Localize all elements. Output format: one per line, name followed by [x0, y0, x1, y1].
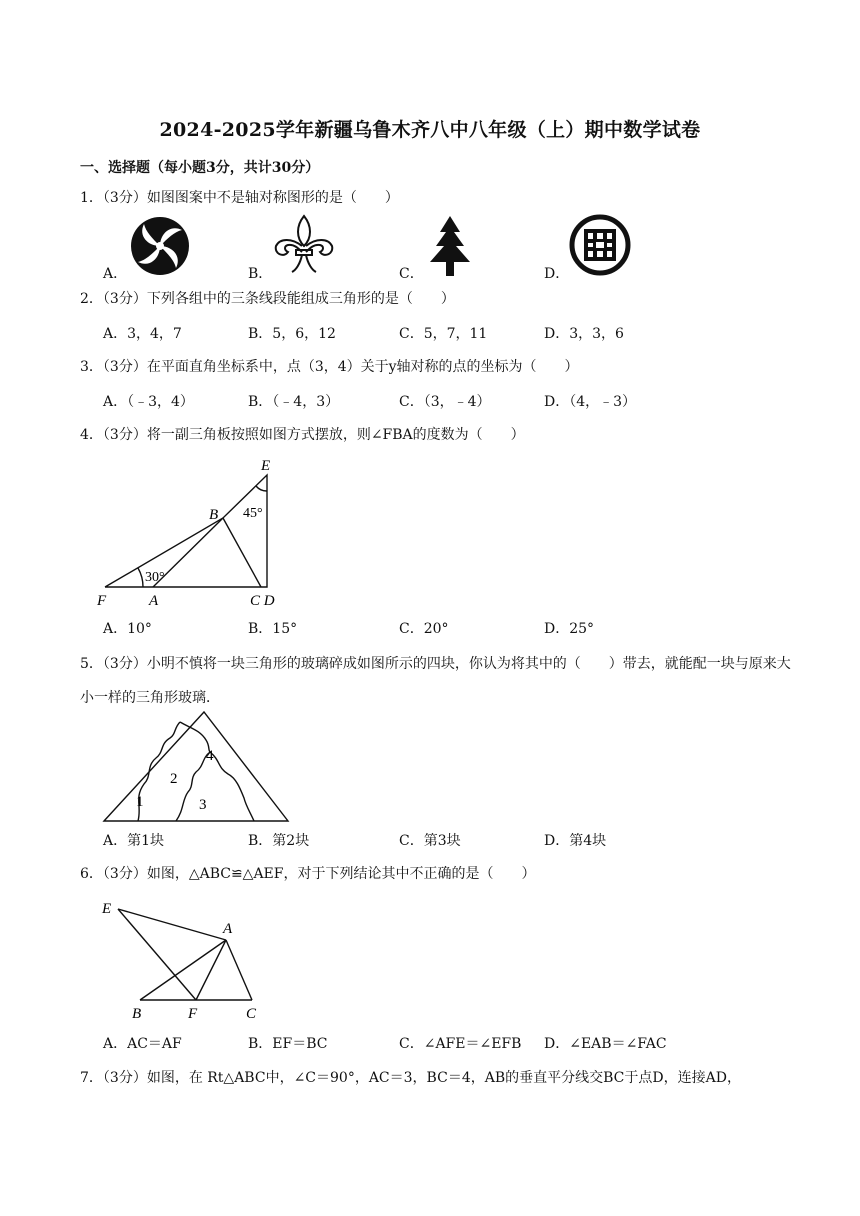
label-c: C	[246, 1006, 257, 1022]
option-a[interactable]: A．第1块	[103, 833, 165, 849]
option-d[interactable]: D．∠EAB＝∠FAC	[544, 1036, 667, 1052]
option-d[interactable]: D．25°	[544, 621, 595, 637]
label-a: A	[149, 593, 159, 609]
question-3-options	[103, 391, 803, 413]
piece-4-label: 4	[206, 748, 214, 764]
option-b[interactable]: B．EF＝BC	[248, 1036, 328, 1052]
fleur-de-lis-icon	[272, 212, 336, 276]
option-b[interactable]: B．	[248, 266, 273, 282]
question-3-stem: 3．（3分）在平面直角坐标系中，点（3，4）关于y轴对称的点的坐标为（ ）	[80, 359, 579, 375]
pinwheel-icon	[130, 216, 190, 276]
question-5-options	[103, 830, 803, 852]
option-a[interactable]: A．（﹣3，4）	[103, 394, 194, 410]
piece-1-label: 1	[136, 794, 144, 810]
option-c[interactable]: C．第3块	[399, 833, 461, 849]
label-cd: C D	[250, 593, 275, 609]
option-d[interactable]: D．3，3，6	[544, 326, 624, 342]
option-c[interactable]: C．5，7，11	[399, 326, 488, 342]
piece-2-label: 2	[170, 771, 178, 787]
page-title: 2024-2025学年新疆乌鲁木齐八中八年级（上）期中数学试卷	[159, 119, 701, 141]
option-a[interactable]: A．3，4，7	[103, 326, 182, 342]
option-a[interactable]: A．AC＝AF	[103, 1036, 182, 1052]
label-b: B	[209, 507, 219, 523]
label-e: E	[102, 901, 112, 917]
piece-3-label: 3	[199, 797, 207, 813]
option-c[interactable]: C．	[399, 266, 424, 282]
option-b[interactable]: B．15°	[248, 621, 298, 637]
label-a: A	[223, 921, 233, 937]
option-c[interactable]: C．20°	[399, 621, 449, 637]
question-6-options	[103, 1033, 803, 1055]
question-5-stem: 5．（3分）小明不慎将一块三角形的玻璃碎成如图所示的四块，你认为将其中的（ ）带去，就能配一块与原来大小一样的三角形玻璃．	[80, 656, 791, 706]
label-f: F	[97, 593, 107, 609]
angle-30-label: 30°	[145, 570, 165, 585]
question-7-stem: 7．（3分）如图，在 Rt△ABC中，∠C＝90°，AC＝3，BC＝4，AB的垂直平分线交BC于点D，连接AD，	[80, 1070, 741, 1086]
angle-45-label: 45°	[243, 506, 263, 521]
label-e: E	[261, 458, 271, 474]
option-b[interactable]: B．5，6，12	[248, 326, 336, 342]
option-c[interactable]: C．∠AFE＝∠EFB	[399, 1036, 522, 1052]
option-d[interactable]: D．第4块	[544, 833, 607, 849]
option-b[interactable]: B．第2块	[248, 833, 310, 849]
bank-logo-icon	[569, 214, 631, 276]
question-1-stem: 1．（3分）如图图案中不是轴对称图形的是（ ）	[80, 190, 399, 206]
option-d[interactable]: D．（4，﹣3）	[544, 394, 637, 410]
question-2-options	[103, 323, 803, 345]
label-f: F	[188, 1006, 198, 1022]
question-6-stem: 6．（3分）如图，△ABC≌△AEF，对于下列结论其中不正确的是（ ）	[80, 866, 536, 882]
section-heading: 一、选择题（每小题3分，共计30分）	[80, 160, 320, 176]
question-6-figure	[96, 894, 276, 1024]
question-4-stem: 4．（3分）将一副三角板按照如图方式摆放，则∠FBA的度数为（ ）	[80, 427, 525, 443]
question-4-options	[103, 618, 803, 640]
option-d[interactable]: D．	[544, 266, 570, 282]
question-5-figure	[100, 708, 290, 826]
question-2-stem: 2．（3分）下列各组中的三条线段能组成三角形的是（ ）	[80, 291, 455, 307]
option-a[interactable]: A．10°	[103, 621, 152, 637]
pine-tree-icon	[422, 216, 478, 276]
option-b[interactable]: B．（﹣4，3）	[248, 394, 340, 410]
label-b: B	[132, 1006, 142, 1022]
option-a[interactable]: A．	[103, 266, 128, 282]
option-c[interactable]: C．（3，﹣4）	[399, 394, 491, 410]
question-4-figure	[95, 455, 295, 610]
